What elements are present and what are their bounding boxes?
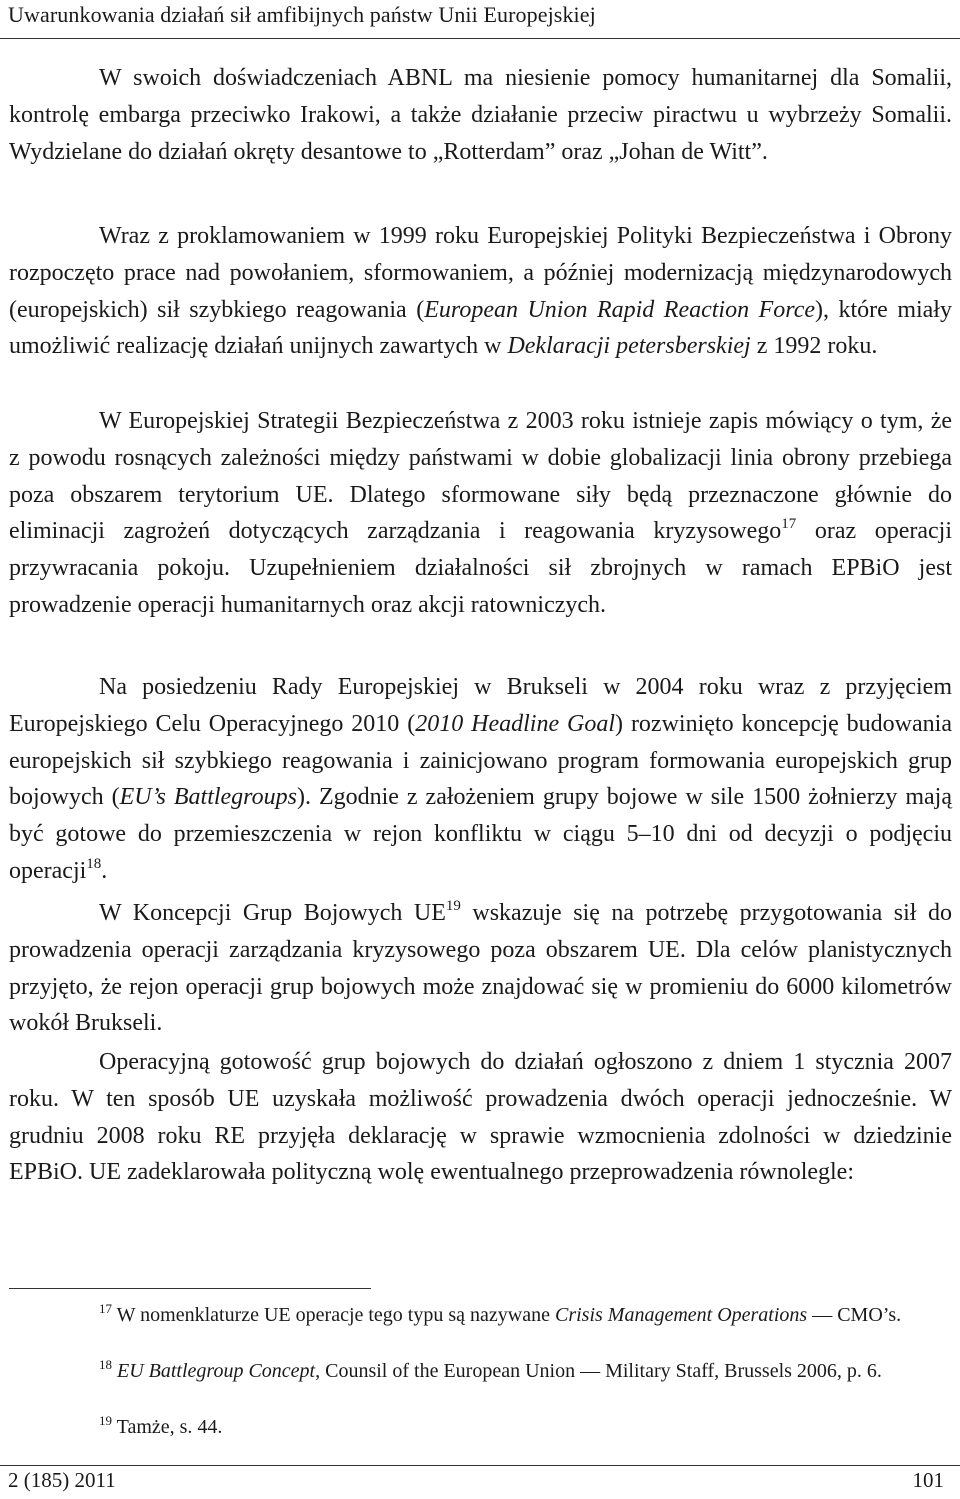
footnote-separator bbox=[9, 1288, 371, 1289]
footnote-17 bbox=[9, 1301, 952, 1330]
footnote-19 bbox=[9, 1413, 952, 1442]
text-fragment: Operacyjną gotowość grup bojowych do działań ogłoszono z dniem 1 stycznia 2007 roku. W ten sposób UE uzyskała możliwość prowadzenia dwóch operacji jednocześnie. W grudniu 2008 roku RE przyjęła deklarację w sprawie wzmocnienia zdolności w dziedzinie EPBiO. UE zadeklarowała polityczną wolę ewentualnego przeprowadzenia równolegle: bbox=[9, 1049, 952, 1186]
footnote-reference: 19 bbox=[445, 898, 461, 914]
footnote-reference: 17 bbox=[781, 516, 797, 533]
running-header bbox=[0, 0, 960, 39]
page-number: 101 bbox=[912, 1468, 944, 1492]
italic-text: EU Battlegroup Concept bbox=[117, 1360, 316, 1382]
footnote-reference: 18 bbox=[86, 855, 102, 872]
italic-text: 2010 Headline Goal bbox=[415, 710, 616, 737]
text-fragment: . bbox=[101, 857, 108, 884]
text-fragment: wskazuje się na potrzebę przygotowania sił do prowadzenia operacji zarządzania kryzysowego poza obszarem UE. Dla celów planistycznych przyjęto, że rejon operacji grup bojowych może znajdować się w promieniu do 6000 kilometrów wokół Brukseli. bbox=[9, 900, 952, 1037]
text-fragment: Tamże, s. 44. bbox=[112, 1416, 223, 1438]
page-footer bbox=[0, 1465, 960, 1499]
text-fragment: Na posiedzeniu Rady Europejskiej w Brukseli w 2004 roku wraz z przyjęciem Europejskiego Celu Operacyjnego 2010 ( bbox=[9, 674, 952, 737]
footnote-reference: 18 bbox=[99, 1357, 112, 1372]
paragraph-5 bbox=[9, 895, 952, 1042]
text-fragment: oraz operacji przywracania pokoju. Uzupełnieniem działalności sił zbrojnych w ramach EPBiO jest prowadzenie operacji humanitarnych oraz akcji ratowniczych. bbox=[9, 518, 952, 618]
text-fragment: — CMO’s. bbox=[807, 1304, 902, 1326]
paragraph-1 bbox=[9, 60, 952, 170]
italic-text: EU’s Battlegroups bbox=[119, 784, 297, 811]
italic-text: European Union Rapid Reaction Force bbox=[424, 296, 816, 323]
text-fragment: W Koncepcji Grup Bojowych UE bbox=[99, 900, 446, 926]
footnote-18 bbox=[9, 1357, 952, 1386]
text-fragment: Wraz z proklamowaniem w 1999 roku Europejskiej Polityki Bezpieczeństwa i Obrony rozpoczęto prace nad powołaniem, sformowaniem, a później modernizacją międzynarodowych (europejskich) sił szybkiego reagowania ( bbox=[9, 223, 952, 323]
running-header-title: Uwarunkowania działań sił amfibijnych państw Unii Europejskiej bbox=[8, 2, 596, 27]
paragraph-3 bbox=[9, 403, 952, 624]
text-fragment: W nomenklaturze UE operacje tego typu są nazywane bbox=[112, 1304, 555, 1326]
text-fragment: W swoich doświadczeniach ABNL ma niesienie pomocy humanitarnej dla Somalii, kontrolę embarga przeciwko Irakowi, a także działanie przeciw piractwu u wybrzeży Somalii. Wydzielane do działań okręty desantowe to „Rotterdam” oraz „Johan de Witt”. bbox=[9, 65, 952, 165]
text-fragment: z 1992 roku. bbox=[750, 333, 878, 360]
italic-text: Crisis Management Operations bbox=[554, 1304, 808, 1326]
text-fragment: , Counsil of the European Union — Military Staff, Brussels 2006, p. 6. bbox=[315, 1360, 882, 1382]
text-fragment: W Europejskiej Strategii Bezpieczeństwa z 2003 roku istnieje zapis mówiący o tym, że z powodu rosnących zależności między państwami w dobie globalizacji linia obrony przebiega poza obszarem terytorium UE. Dlatego sformowane siły będą przeznaczone głównie do eliminacji zagrożeń dotyczących zarządzania i reagowania kryzysowego bbox=[9, 408, 952, 545]
paragraph-4 bbox=[9, 669, 952, 890]
text-fragment: ), które miały umożliwić realizację działań unijnych zawartych w bbox=[9, 296, 952, 360]
footnote-reference: 19 bbox=[99, 1413, 112, 1428]
text-fragment: ) rozwinięto koncepcję budowania europejskich sił szybkiego reagowania i zainicjowano program formowania europejskich grup bojowych ( bbox=[9, 710, 952, 811]
footnote-reference: 17 bbox=[99, 1301, 112, 1316]
italic-text: Deklaracji petersberskiej bbox=[507, 333, 751, 360]
text-fragment: ). Zgodnie z założeniem grupy bojowe w sile 1500 żołnierzy mają być gotowe do przemieszczenia w rejon konfliktu w ciągu 5–10 dni od decyzji o podjęciu operacji bbox=[9, 784, 952, 884]
issue-number: 2 (185) 2011 bbox=[8, 1468, 116, 1492]
paragraph-6 bbox=[9, 1044, 952, 1191]
paragraph-2 bbox=[9, 218, 952, 365]
